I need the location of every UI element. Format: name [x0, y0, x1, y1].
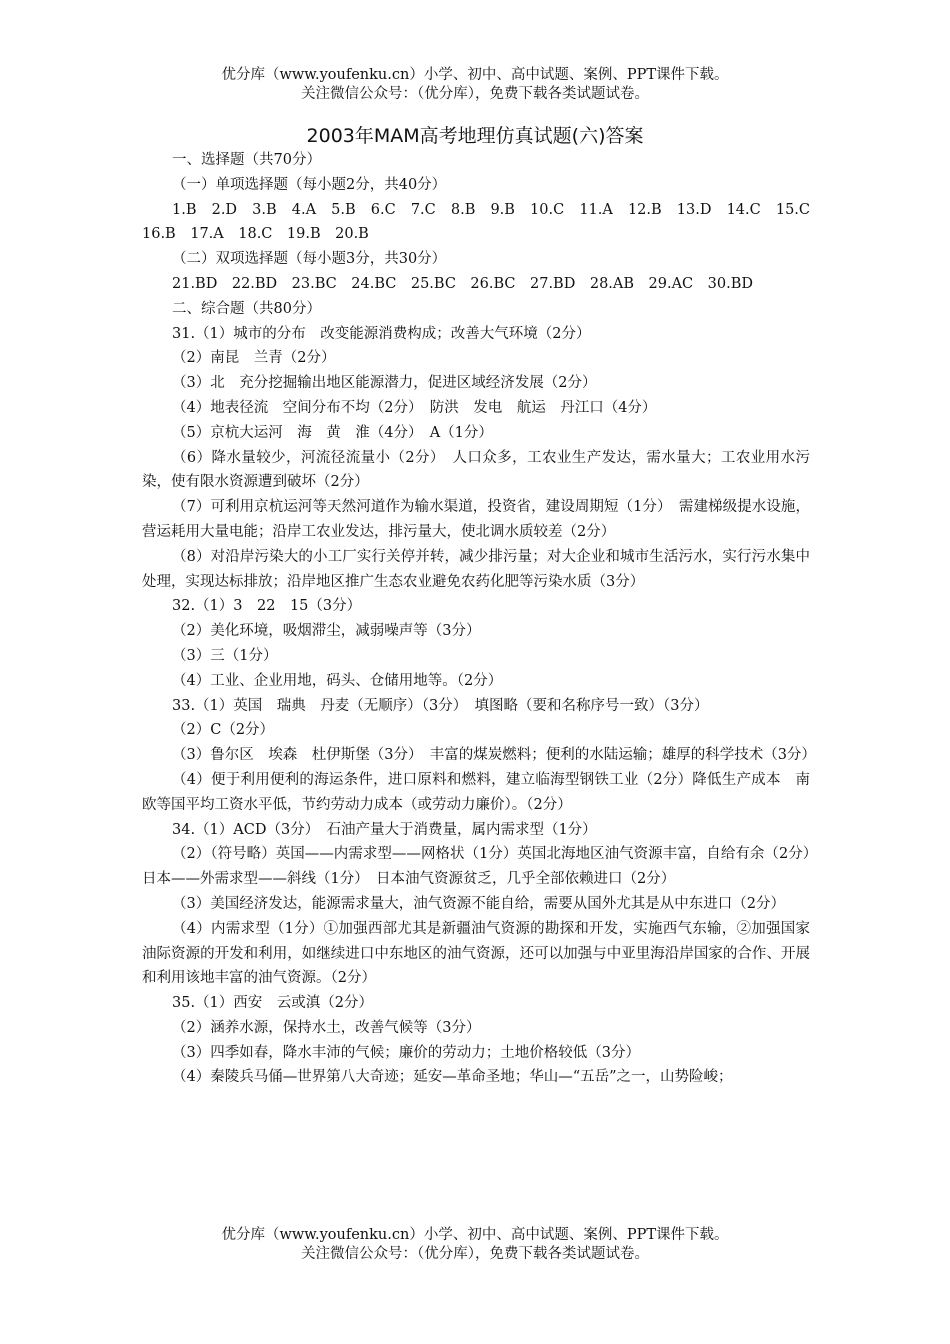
header-line-1: 优分库（www.youfenku.cn）小学、初中、高中试题、案例、PPT课件下载。 [221, 67, 729, 83]
document-title: 2003年MAM高考地理仿真试题(六)答案 [306, 125, 644, 147]
answer-line: （2）美化环境，吸烟滞尘，减弱噪声等（3分） [172, 623, 481, 640]
answer-line: （8）对沿岸污染大的小工厂实行关停并转，减少排污量；对大企业和城市生活污水，实行污水集中处理，实现达标排放；沿岸地区推广生态农业避免农药化肥等污染水质（3分） [142, 548, 810, 590]
answer-line: （3）四季如春，降水丰沛的气候；廉价的劳动力；土地价格较低（3分） [172, 1044, 640, 1061]
subsection-heading: （二）双项选择题（每小题3分，共30分） [172, 251, 447, 268]
answer-line: （3）北 充分挖掘输出地区能源潜力，促进区域经济发展（2分） [172, 375, 597, 392]
answer-line: （4）地表径流 空间分布不均（2分） 防洪 发电 航运 丹江口（4分） [172, 399, 657, 416]
subsection-heading: （一）单项选择题（每小题2分，共40分） [172, 176, 447, 193]
page-footer [0, 1226, 950, 1264]
answer-line: （3）鲁尔区 埃森 杜伊斯堡（3分） 丰富的煤炭燃料；便利的水陆运输；雄厚的科学技术（3分） [172, 747, 816, 764]
answer-line: （7）可利用京杭运河等天然河道作为输水渠道，投资省，建设周期短（1分） 需建梯级提水设施，营运耗用大量电能；沿岸工农业发达，排污量大，使北调水质较差（2分） [142, 499, 810, 540]
answer-line: （5）京杭大运河 海 黄 淮（4分） A（1分） [172, 424, 493, 441]
answer-line: （2）C（2分） [172, 722, 275, 739]
answer-line: 21.BD 22.BD 23.BC 24.BC 25.BC 26.BC 27.BD 28.AB 29.AC 30.BD [172, 275, 753, 292]
answer-line: 35.（1）西安 云或滇（2分） [172, 995, 374, 1012]
footer-line-2: 关注微信公众号：（优分库），免费下载各类试题试卷。 [301, 1246, 649, 1262]
answer-body [142, 148, 825, 1090]
answer-line: （3）三（1分） [172, 647, 278, 664]
answer-line: 1.B 2.D 3.B 4.A 5.B 6.C 7.C 8.B 9.B 10.C 11.A 12.B 13.D 14.C 15.C 16.B 17.A 18.C 19.B 20.B [142, 201, 825, 243]
answer-line: （4）便于利用便利的海运条件，进口原料和燃料，建立临海型钢铁工业（2分）降低生产成本 南欧等国平均工资水平低，节约劳动力成本（或劳动力廉价）。（2分） [142, 771, 810, 813]
answer-line: （4）工业、企业用地，码头、仓储用地等。（2分） [172, 672, 503, 689]
section-heading: 一、选择题（共70分） [172, 152, 321, 168]
section-heading: 二、综合题（共80分） [172, 300, 321, 317]
answer-line: （3）美国经济发达，能源需求量大，油气资源不能自给，需要从国外尤其是从中东进口（2分） [172, 895, 785, 912]
answer-line: （2）涵养水源，保持水土，改善气候等（3分） [172, 1019, 481, 1036]
answer-line: （6）降水量较少，河流径流量小（2分） 人口众多，工农业生产发达，需水量大；工农业用水污染，使有限水资源遭到破坏（2分） [142, 449, 810, 491]
answer-line: （2）南昆 兰青（2分） [172, 350, 336, 367]
answer-line: 31.（1）城市的分布 改变能源消费构成；改善大气环境（2分） [172, 325, 591, 342]
page-header [0, 66, 950, 104]
answer-line: （4）秦陵兵马俑—世界第八大奇迹；延安—革命圣地；华山—“五岳”之一，山势险峻； [172, 1069, 733, 1086]
answer-line: 32.（1）3 22 15（3分） [172, 598, 362, 615]
answer-line: 34.（1）ACD（3分） 石油产量大于消费量，属内需求型（1分） [172, 821, 597, 838]
footer-line-1: 优分库（www.youfenku.cn）小学、初中、高中试题、案例、PPT课件下载。 [221, 1227, 729, 1243]
answer-line: （2）（符号略）英国——内需求型——网格状（1分）英国北海地区油气资源丰富，自给有余（2分） 日本——外需求型——斜线（1分） 日本油气资源贫乏，几乎全部依赖进口（2分） [142, 846, 825, 888]
answer-line: （4）内需求型（1分）①加强西部尤其是新疆油气资源的勘探和开发，实施西气东输，②加强国家油际资源的开发和利用，如继续进口中东地区的油气资源，还可以加强与中亚里海沿岸国家的合作、开展和利用该地丰富的油气资源。（2分） [142, 920, 810, 987]
header-line-2: 关注微信公众号：（优分库），免费下载各类试题试卷。 [301, 86, 649, 102]
answer-line: 33.（1）英国 瑞典 丹麦（无顺序）（3分） 填图略（要和名称序号一致）（3分） [172, 697, 709, 714]
